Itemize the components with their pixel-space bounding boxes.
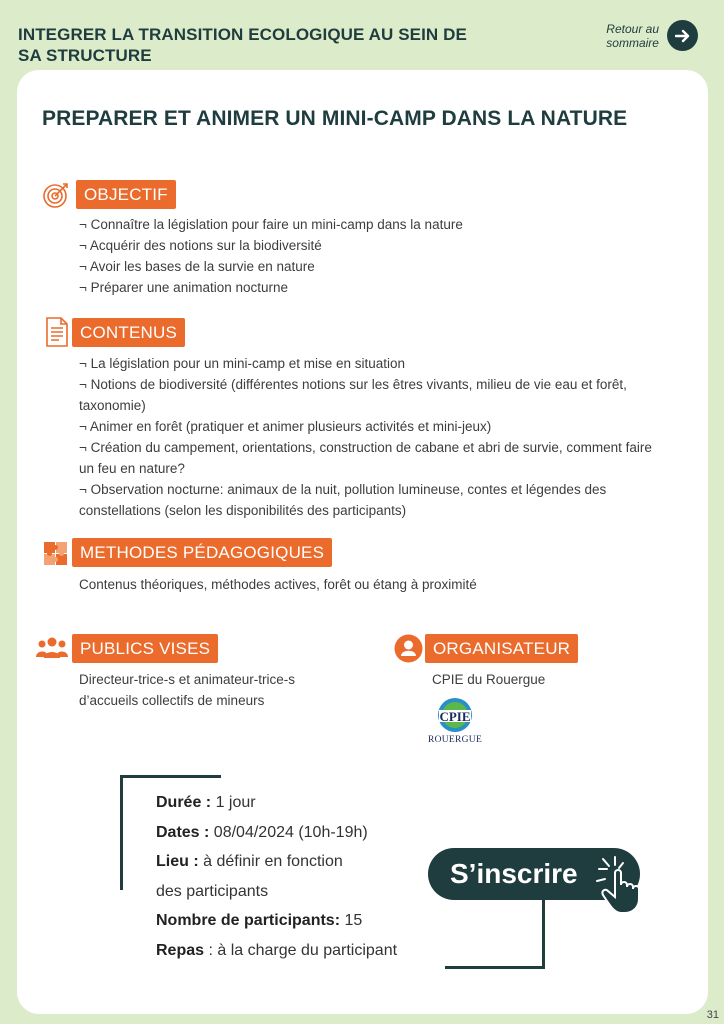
duree-value: 1 jour: [211, 794, 256, 811]
dates-row: [156, 818, 397, 848]
contenus-tag: CONTENUS: [72, 318, 185, 347]
list-item: ¬ Animer en forêt (pratiquer et animer plusieurs activités et mini-jeux): [79, 419, 492, 434]
contenus-list: [79, 353, 659, 521]
list-item: ¬ Création du campement, orientations, construction de cabane et abri de survie, comment faire un feu en nature?: [79, 440, 652, 476]
hand-click-icon[interactable]: [595, 855, 675, 920]
signup-label: S’inscrire: [450, 858, 578, 889]
dates-value: 08/04/2024 (10h-19h): [209, 823, 368, 841]
methodes-text: Contenus théoriques, méthodes actives, forêt ou étang à proximité: [79, 577, 477, 592]
list-item: ¬ Connaître la législation pour faire un mini-camp dans la nature: [79, 217, 463, 232]
methodes-tag: METHODES PÉDAGOGIQUES: [72, 538, 332, 567]
page-number: 31: [706, 1009, 719, 1021]
logo-text: ROUERGUE: [427, 735, 483, 745]
list-item: ¬ La législation pour un mini-camp et mise en situation: [79, 356, 406, 371]
lieu-value-2: des participants: [156, 882, 269, 900]
target-icon: [42, 181, 70, 214]
arrow-right-icon[interactable]: [667, 20, 698, 51]
organisateur-name: CPIE du Rouergue: [432, 672, 546, 687]
lieu-label: Lieu :: [156, 853, 199, 870]
session-info: [156, 788, 397, 965]
organisateur-tag: ORGANISATEUR: [425, 634, 578, 663]
repas-label: Repas: [156, 941, 205, 959]
user-circle-icon: [394, 634, 423, 668]
nombre-label: Nombre de participants:: [156, 912, 341, 929]
bracket-decoration: [120, 775, 221, 778]
header-title: INTEGRER LA TRANSITION ECOLOGIQUE AU SEIN DE SA STRUCTURE: [18, 25, 467, 65]
list-item: ¬ Observation nocturne: animaux de la nuit, pollution lumineuse, contes et légendes des constellations (selon les disponibilités des participants): [79, 482, 607, 518]
back-line-2: sommaire: [606, 35, 659, 50]
back-line-1: Retour au: [606, 21, 659, 36]
lieu-value: à définir en fonction: [198, 853, 343, 870]
nombre-value: 15: [340, 912, 363, 929]
page-title: PREPARER ET ANIMER UN MINI-CAMP DANS LA NATURE: [42, 107, 628, 130]
lieu-row-2: [156, 877, 397, 907]
nombre-row: [156, 906, 397, 936]
duree-label: Durée :: [156, 794, 212, 811]
repas-value: : à la charge du participant: [204, 941, 398, 959]
svg-text:CPIE: CPIE: [439, 709, 471, 724]
cpie-rouergue-logo: [420, 697, 490, 747]
publics-line-2: d’accueils collectifs de mineurs: [79, 693, 265, 708]
back-to-summary-link[interactable]: [606, 20, 698, 51]
objectif-list: [79, 214, 463, 298]
list-item: ¬ Notions de biodiversité (différentes notions sur les êtres vivants, milieu de vie eau et forêt, taxonomie): [79, 377, 627, 413]
bracket-decoration: [542, 898, 545, 969]
repas-row: [156, 936, 397, 966]
list-item: ¬ Avoir les bases de la survie en nature: [79, 259, 315, 274]
puzzle-icon: [42, 540, 70, 573]
list-item: ¬ Préparer une animation nocturne: [79, 280, 289, 295]
publics-tag: PUBLICS VISES: [72, 634, 218, 663]
publics-line-1: Directeur-trice-s et animateur-trice-s: [79, 672, 296, 687]
bracket-decoration: [445, 966, 545, 969]
lieu-row: [156, 847, 397, 877]
people-group-icon: [35, 636, 69, 665]
dates-label: Dates :: [156, 823, 210, 841]
duree-row: [156, 788, 397, 818]
back-to-summary-text: [606, 22, 659, 50]
list-item: ¬ Acquérir des notions sur la biodiversité: [79, 238, 322, 253]
document-icon: [45, 317, 69, 352]
bracket-decoration: [120, 775, 123, 890]
objectif-tag: OBJECTIF: [76, 180, 176, 209]
